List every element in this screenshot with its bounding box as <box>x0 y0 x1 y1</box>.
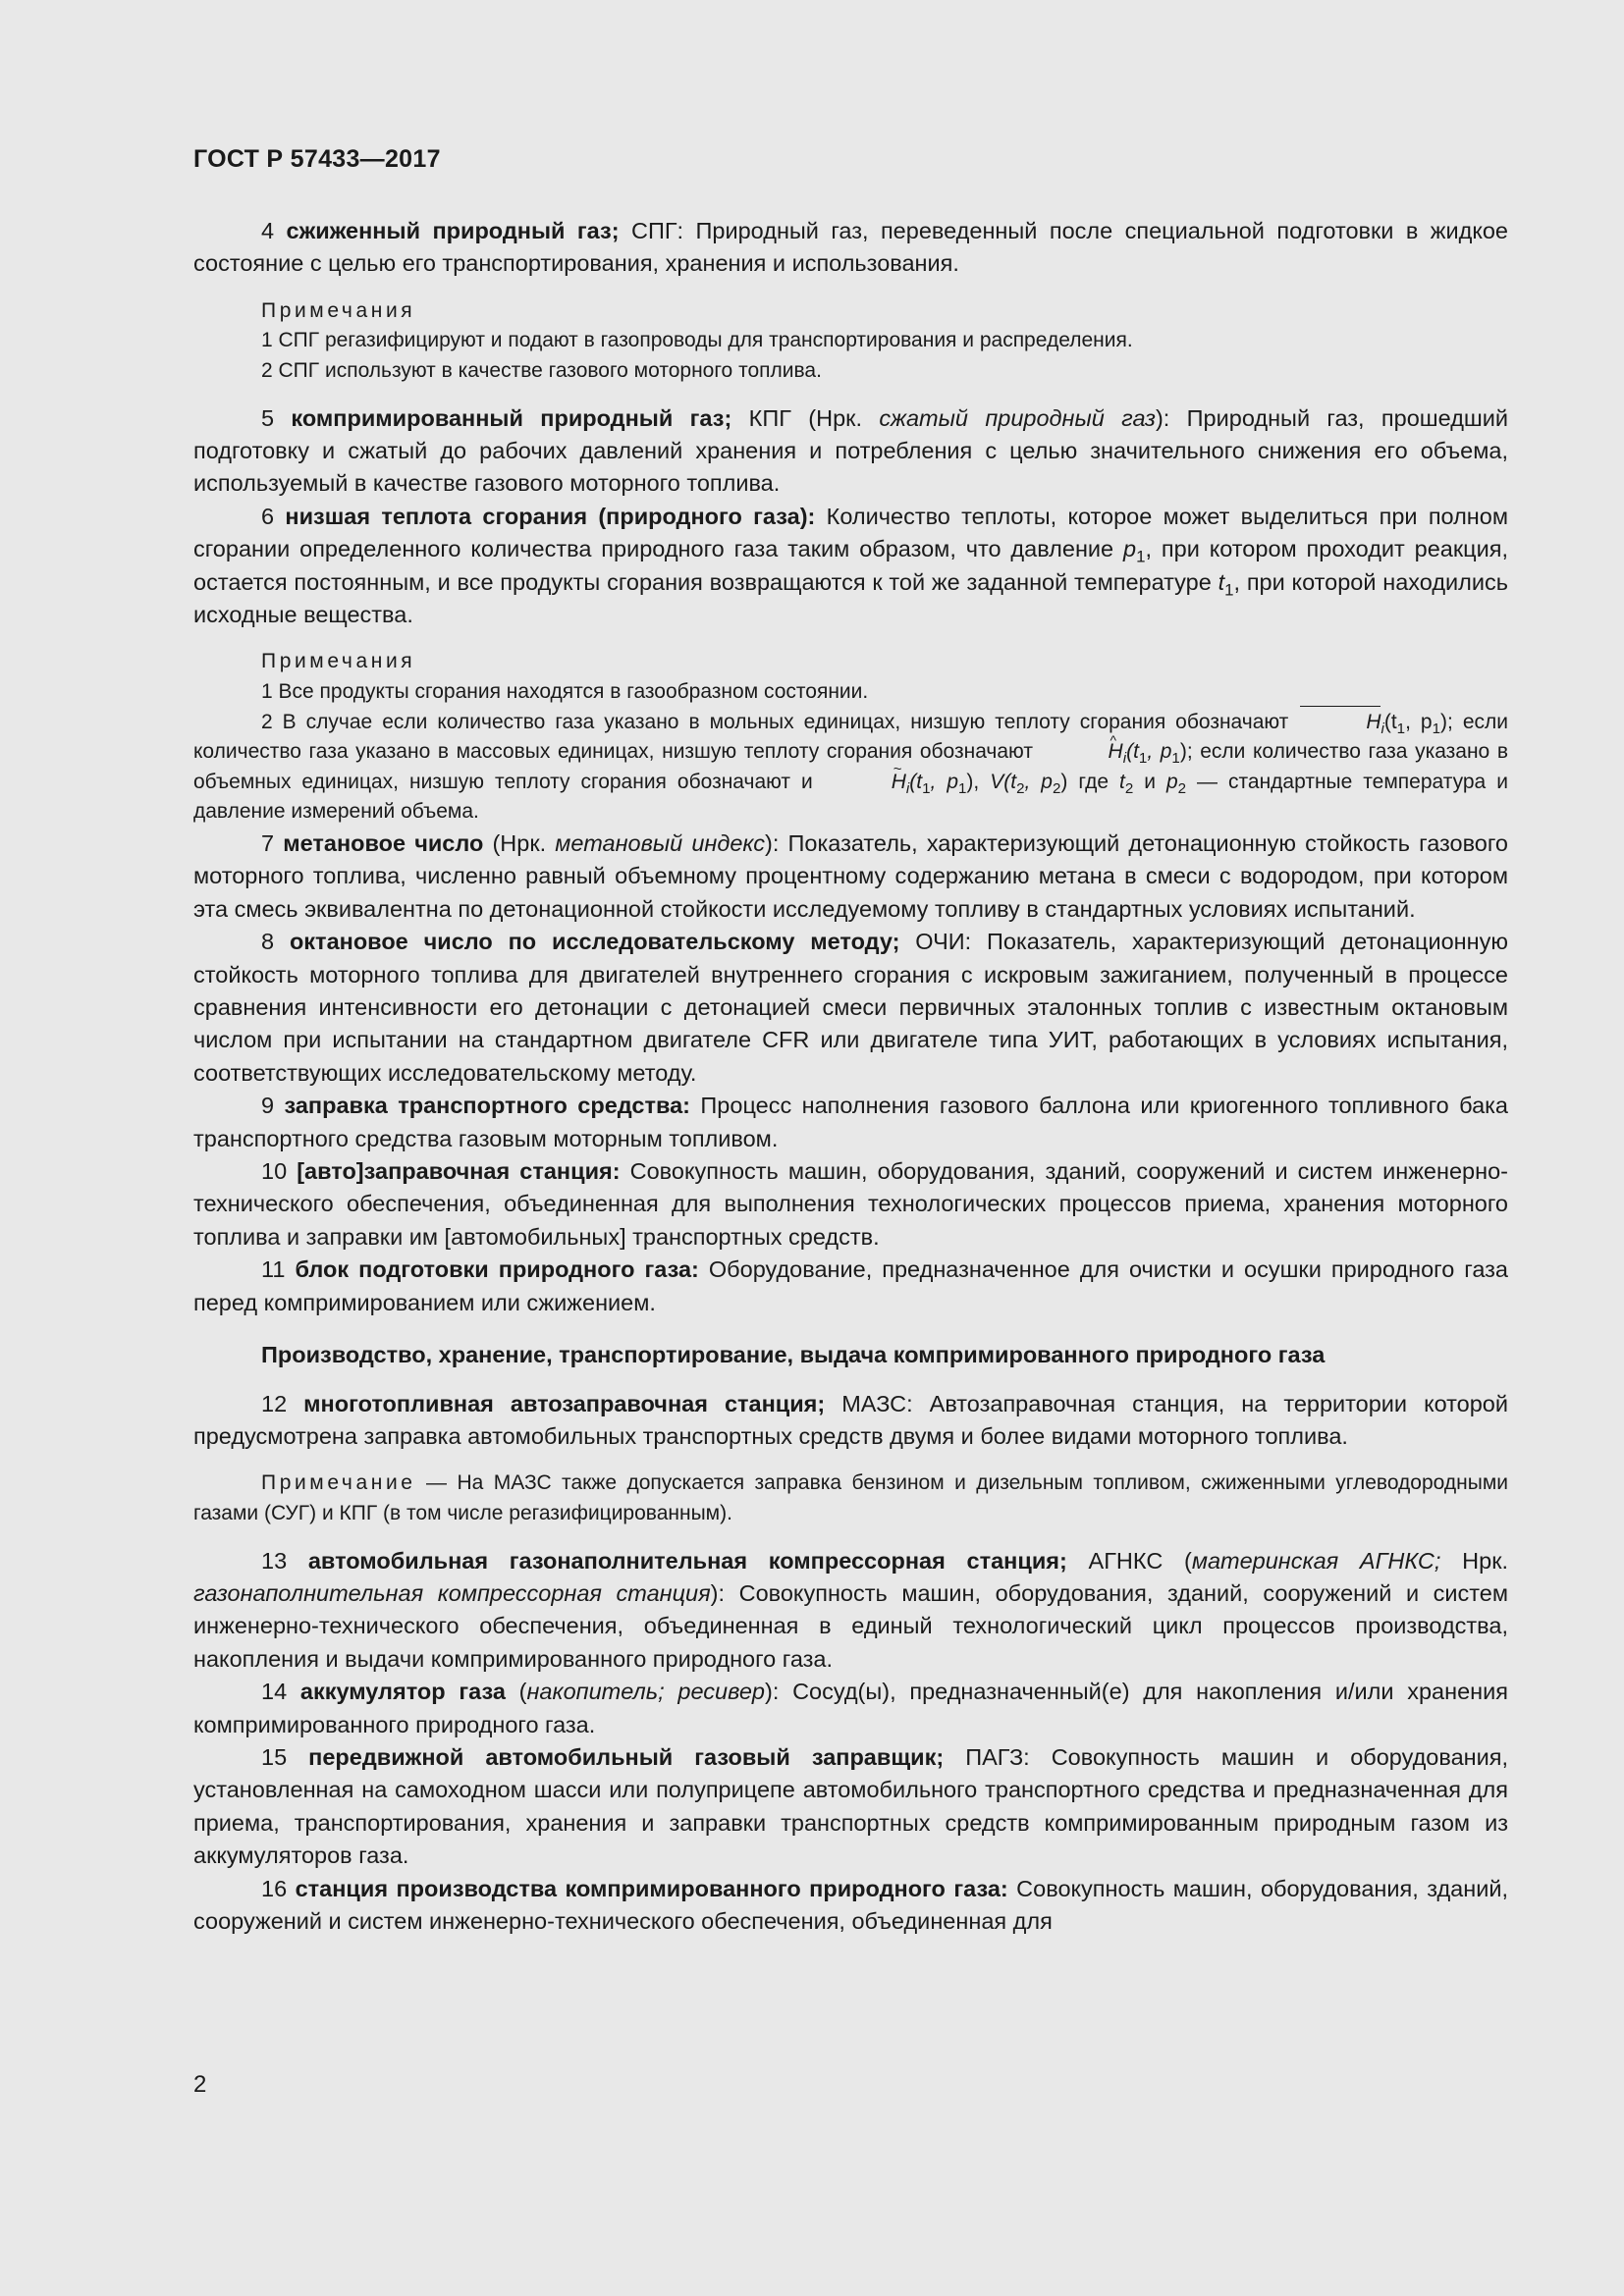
term-definition: ): Сосуд(ы), предназначенный(е) для накопления и/или хранения компримированного природного газа. <box>193 1679 1508 1737</box>
term-number: 8 <box>261 929 275 955</box>
term-number: 14 <box>261 1679 288 1705</box>
term-definition: СПГ: Природный газ, переведенный после специальной подготовки в жидкое состояние с целью его транспортирования, хранения и использования. <box>193 218 1509 277</box>
note-label: Примечание <box>261 1471 416 1495</box>
term-number: 9 <box>261 1093 275 1119</box>
term-definition: ): Совокупность машин, оборудования, зданий, сооружений и систем инженерно-технического обеспечения, объединенная в единый технологический цикл процессов производства, накопления и выдачи компримированного природного газа. <box>193 1579 1508 1672</box>
term-number: 5 <box>261 404 275 431</box>
term-definition: МАЗС: Автозаправочная станция, на территории которой предусмотрена заправка автомобильных транспортных средств двумя и более видами моторного топлива. <box>193 1390 1508 1449</box>
note-item: 1 Все продукты сгорания находятся в газообразном состоянии. <box>261 680 869 704</box>
term-9 <box>193 1090 1508 1155</box>
term-title: октановое число по исследовательскому методу; <box>289 929 900 955</box>
term-definition: Совокупность машин, оборудования, зданий, сооружений и систем инженерно-технического обеспечения, объединенная для выполнения технологических процессов приема, хранения моторного топлива и заправки им [автомобильных] транспортных средств. <box>193 1158 1508 1250</box>
note-item: Примечание — На МАЗС также допускается заправка бензином и дизельным топливом, сжиженными углеводородными газами (СУГ) и КПГ (в том числе регазифицированным). <box>193 1471 1508 1524</box>
term-12 <box>193 1388 1508 1454</box>
term-4 <box>193 215 1508 281</box>
note-item-formula: 2 В случае если количество газа указано в мольных единицах, низшую теплоту сгорания обозначают $H_i(t_1$, $p_1$); если количество газа указано в массовых единицах, низшую теплоту сгорания обозначают ^ $H_i(t_1$, $p_1$); если количество газа указано в объемных единицах, низшую теплоту сгорания обозначают и ~ $H_i(t_1$, $p_1$), $V(t_2$, $p_2$) где $t_2$ и $p_2$ — стандартные температура и давление измерений объема. <box>193 708 1508 828</box>
term-definition: ОЧИ: Показатель, характеризующий детонационную стойкость моторного топлива для двигателей внутреннего сгорания с искровым зажиганием, полученный в процессе сравнения интенсивности его детонации с детонацией смеси первичных эталонных топлив с известным октановым числом при испытании на стандартном двигателе CFR или двигателе типа УИТ, работающих в условиях испытания, соответствующих исследовательскому методу. <box>193 929 1508 1086</box>
term-number: 15 <box>261 1743 288 1770</box>
term-title: станция производства компримированного природного газа: <box>295 1875 1008 1901</box>
notes-label: Примечания <box>261 298 416 322</box>
term-number: 12 <box>261 1390 288 1416</box>
term-title: компримированный природный газ; <box>291 404 732 431</box>
term-definition: ПАГЗ: Совокупность машин и оборудования, установленная на самоходном шасси или полуприцепе автомобильного транспортного средства и предназначенная для приема, транспортирования, хранения и заправки транспортных средств компримированным природным газом из аккумуляторов газа. <box>193 1743 1508 1869</box>
note-item: 2 СПГ используют в качестве газового моторного топлива. <box>261 359 822 382</box>
term-title: заправка транспортного средства: <box>284 1093 691 1119</box>
term-number: 4 <box>261 218 275 243</box>
term-definition: Оборудование, предназначенное для очистки и осушки природного газа перед компримированием или сжижением. <box>193 1256 1509 1315</box>
term-title: автомобильная газонаполнительная компрессорная станция; <box>307 1547 1067 1574</box>
term-13: 13 автомобильная газонаполнительная компрессорная станция; АГНКС (материнская АГНКС; Нрк. газонаполнительная компрессорная станция): Совокупность машин, оборудования, зданий, сооружений и систем инженерно-технического обеспечения, объединенная в единый технологический цикл процессов производства, накопления и выдачи компримированного природного газа. <box>193 1547 1509 1672</box>
term-title: многотопливная автозаправочная станция; <box>303 1390 826 1416</box>
deprecated-term: метановый индекс <box>555 830 766 856</box>
term-definition: Процесс наполнения газового баллона или криогенного топливного бака транспортного средства газовым моторным топливом. <box>193 1093 1508 1151</box>
deprecated-term: сжатый природный газ <box>879 404 1156 431</box>
standard-header: ГОСТ Р 57433—2017 <box>193 145 441 173</box>
term-title: [авто]заправочная станция: <box>297 1158 621 1185</box>
term-15 <box>193 1741 1508 1873</box>
deprecated-term: газонаполнительная компрессорная станция <box>193 1579 711 1606</box>
term-8 <box>193 926 1508 1090</box>
term-5: 5 компримированный природный газ; КПГ (Нрк. сжатый природный газ): Природный газ, прошедший подготовку и сжатый до рабочих давлений хранения и потребления с целью значительного снижения его объема, используемый в качестве газового моторного топлива. <box>193 404 1509 497</box>
term-definition: ): Природный газ, прошедший подготовку и сжатый до рабочих давлений хранения и потребления с целью значительного снижения его объема, используемый в качестве газового моторного топлива. <box>193 404 1509 497</box>
term-title: блок подготовки природного газа: <box>295 1256 699 1283</box>
term-title: аккумулятор газа <box>299 1679 506 1705</box>
term-title: сжиженный природный газ; <box>286 218 620 243</box>
term-number: 11 <box>261 1256 286 1283</box>
term-10 <box>193 1155 1508 1254</box>
term-number: 7 <box>261 830 275 856</box>
term-definition: ): Показатель, характеризующий детонационную стойкость газового моторного топлива, численно равный объемному процентному содержанию метана в смеси с водородом, при котором эта смесь эквивалентна по детонационной стойкости исследуемому топливу в стандартных условиях испытаний. <box>193 830 1508 922</box>
term-number: 13 <box>261 1547 288 1574</box>
notes-label: Примечания <box>261 650 416 673</box>
term-11 <box>193 1254 1508 1319</box>
term-definition: Совокупность машин, оборудования, зданий, сооружений и систем инженерно-технического обеспечения, объединенная для <box>193 1875 1508 1934</box>
section-heading: Производство, хранение, транспортирование, выдача компримированного природного газа <box>261 1342 1326 1368</box>
term-number: 10 <box>261 1158 288 1185</box>
term-number: 16 <box>261 1875 288 1901</box>
note-item: 1 СПГ регазифицируют и подают в газопроводы для транспортирования и распределения. <box>261 329 1133 352</box>
term-title: передвижной автомобильный газовый заправщик; <box>308 1743 945 1770</box>
term-14: 14 аккумулятор газа (накопитель; ресивер): Сосуд(ы), предназначенный(е) для накопления и/или хранения компримированного природного газа. <box>193 1679 1508 1737</box>
term-title: метановое число <box>283 830 484 856</box>
term-number: 6 <box>261 503 275 529</box>
page-number: 2 <box>193 2071 207 2098</box>
term-7: 7 метановое число (Нрк. метановый индекс): Показатель, характеризующий детонационную стойкость газового моторного топлива, численно равный объемному процентному содержанию метана в смеси с водородом, при котором эта смесь эквивалентна по детонационной стойкости исследуемому топливу в стандартных условиях испытаний. <box>193 830 1508 922</box>
term-16 <box>193 1873 1508 1939</box>
term-6: 6 низшая теплота сгорания (природного газа): Количество теплоты, которое может выделиться при полном сгорании определенного количества природного газа таким образом, что давление $p_1$, при котором проходит реакция, остается постоянным, и все продукты сгорания возвращаются к той же заданной температуре $t_1$, при которой находились исходные вещества. <box>193 503 1509 628</box>
term-title: низшая теплота сгорания (природного газа): <box>285 503 816 529</box>
